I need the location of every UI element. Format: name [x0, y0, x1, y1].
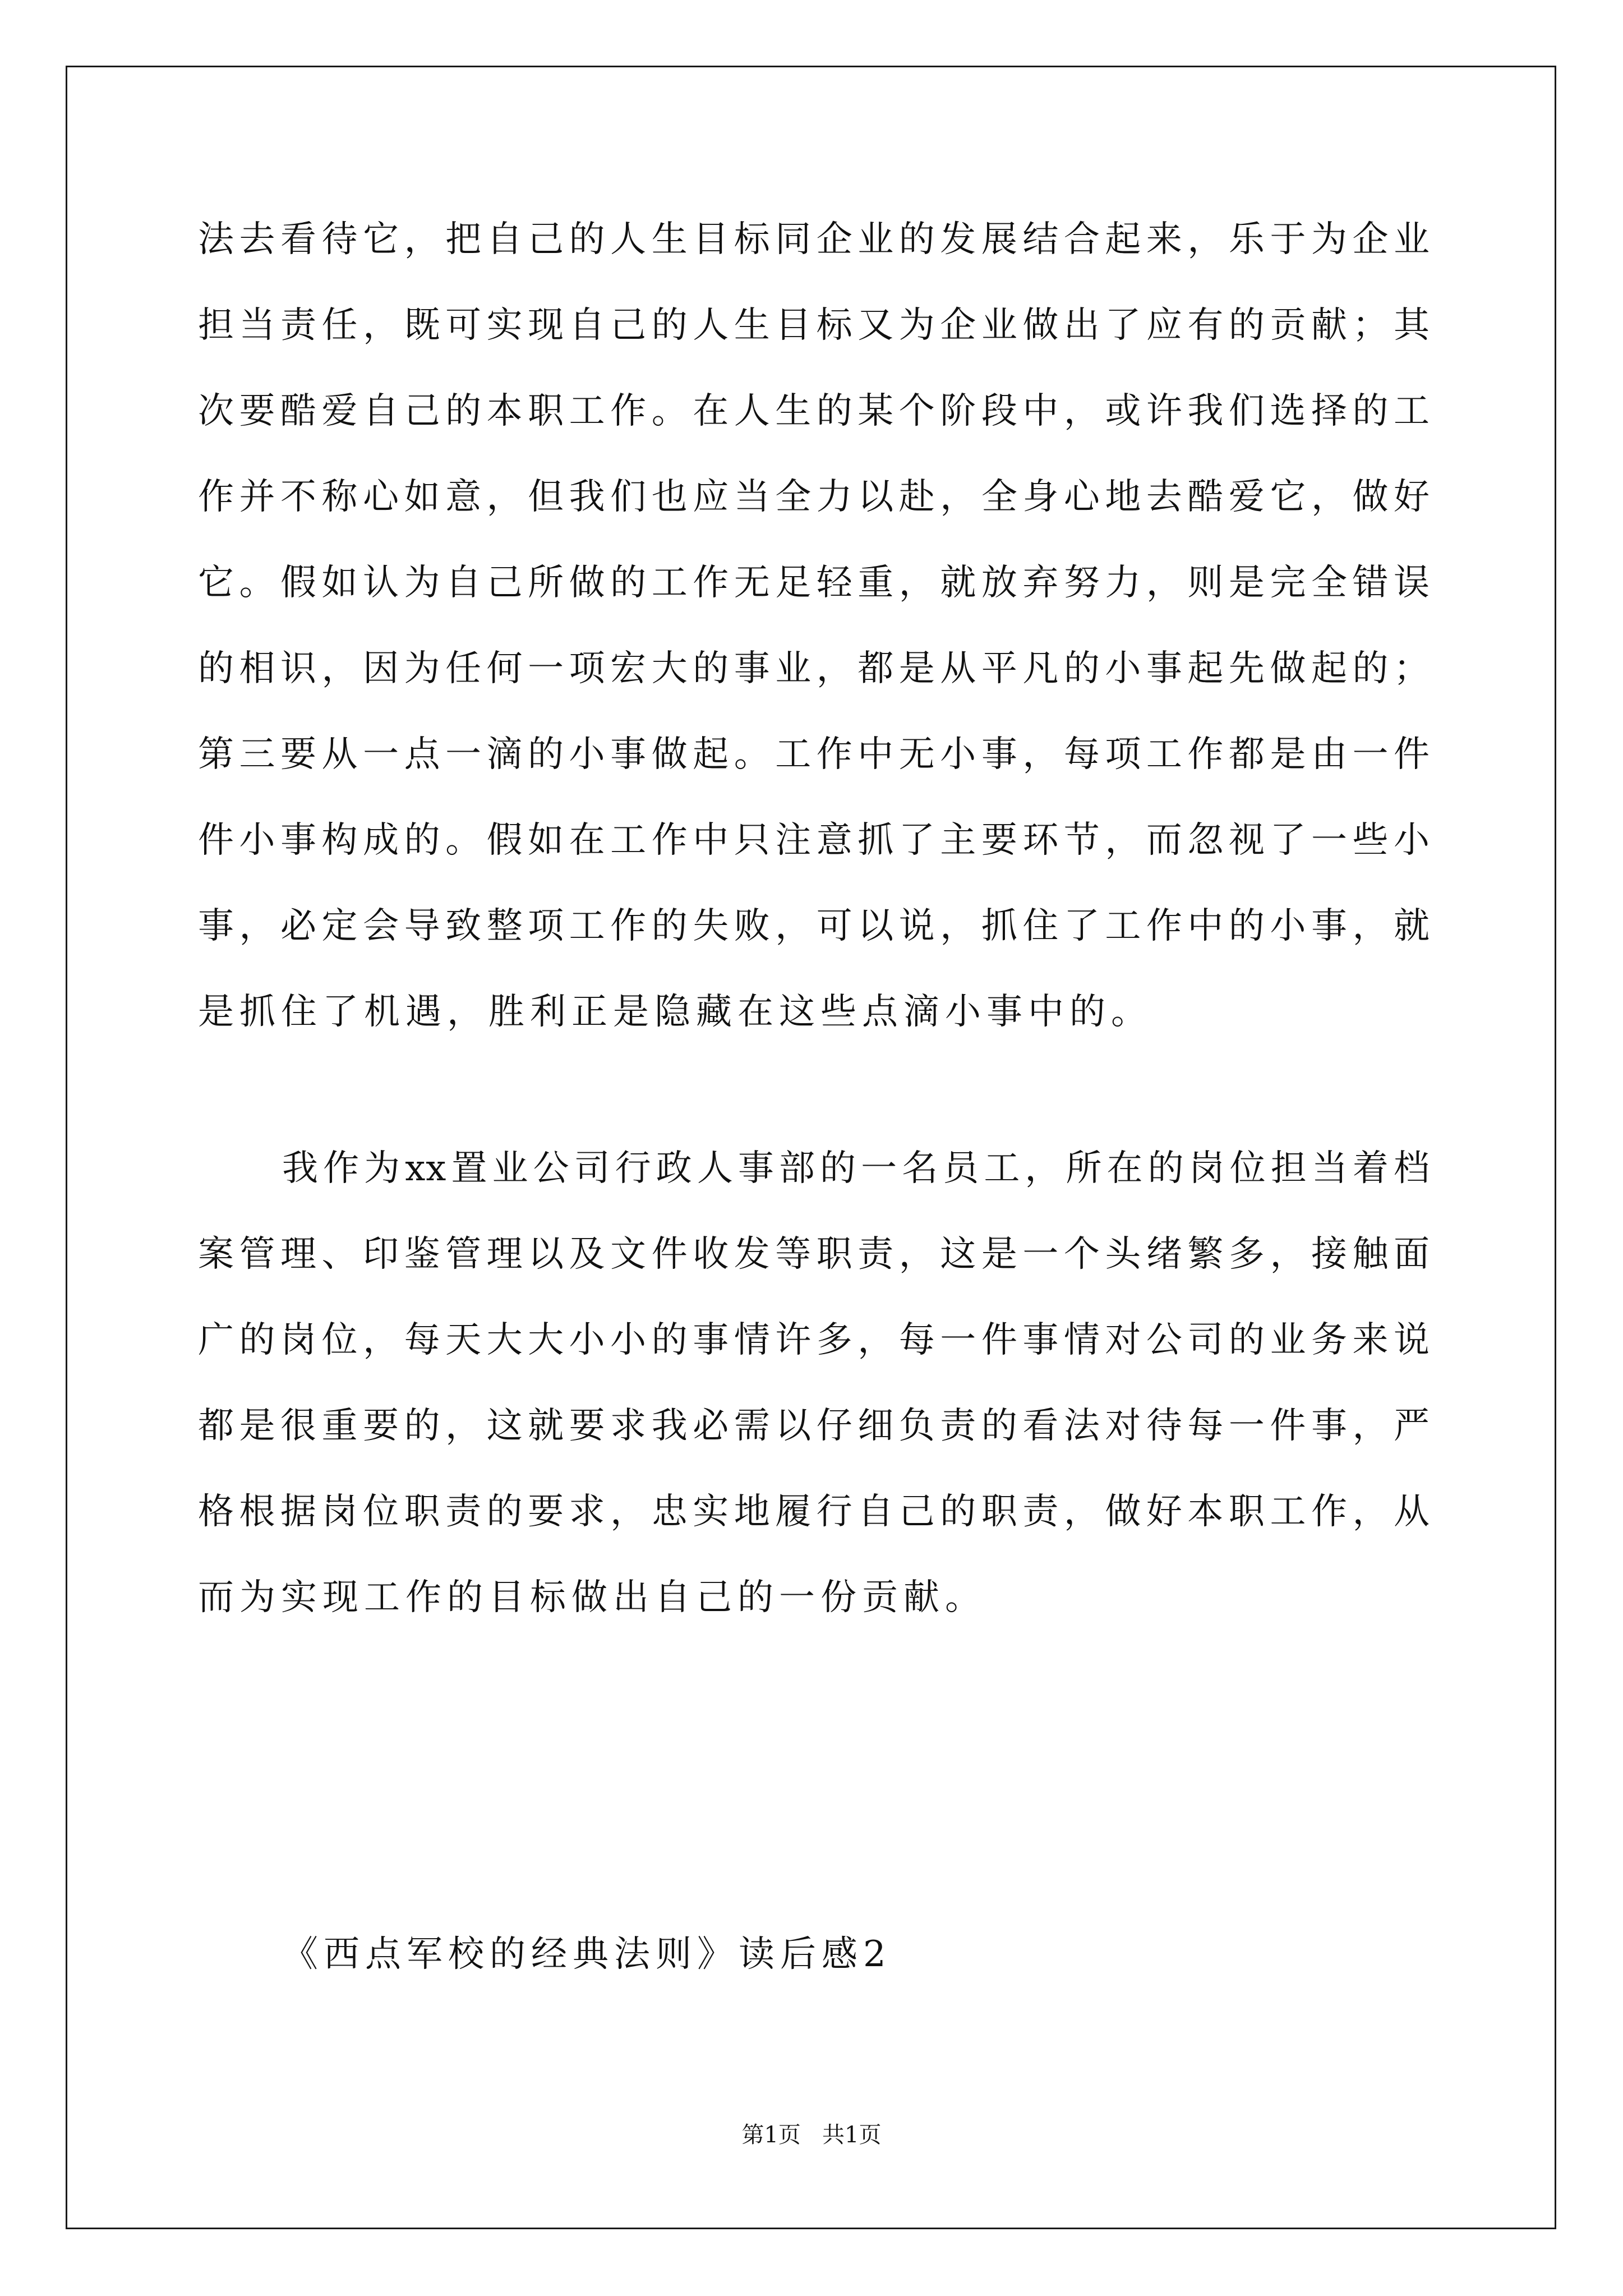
paragraph-2-line: 都是很重要的，这就要求我必需以仔细负责的看法对待每一件事，严: [198, 1405, 1430, 1447]
paragraph-1-line: 担当责任，既可实现自己的人生目标又为企业做出了应有的贡献；其: [198, 305, 1430, 346]
paragraph-2-line: 而为实现工作的目标做出自己的一份贡献。: [198, 1577, 986, 1618]
paragraph-1-line: 第三要从一点一滴的小事做起。工作中无小事，每项工作都是由一件: [198, 734, 1430, 775]
paragraph-2-line: 广的岗位，每天大大小小的事情许多，每一件事情对公司的业务来说: [198, 1319, 1430, 1361]
paragraph-1-line: 它。假如认为自己所做的工作无足轻重，就放弃努力，则是完全错误: [198, 562, 1430, 604]
paragraph-2-line: 格根据岗位职责的要求，忠实地履行自己的职责，做好本职工作，从: [198, 1491, 1430, 1533]
paragraph-1-line: 的相识，因为任何一项宏大的事业，都是从平凡的小事起先做起的；: [198, 648, 1430, 689]
paragraph-2-line: 案管理、印鉴管理以及文件收发等职责，这是一个头绪繁多，接触面: [198, 1234, 1430, 1275]
paragraph-1-line: 是抓住了机遇，胜利正是隐藏在这些点滴小事中的。: [198, 991, 1152, 1033]
paragraph-1-line: 次要酷爱自己的本职工作。在人生的某个阶段中，或许我们选择的工: [198, 390, 1430, 432]
paragraph-2-line: 我作为xx置业公司行政人事部的一名员工，所在的岗位担当着档: [282, 1148, 1430, 1189]
paragraph-1-line: 事，必定会导致整项工作的失败，可以说，抓住了工作中的小事，就: [198, 905, 1430, 947]
paragraph-1-line: 作并不称心如意，但我们也应当全力以赴，全身心地去酷爱它，做好: [198, 476, 1430, 518]
section-heading: 《西点军校的经典法则》读后感2: [282, 1934, 892, 1975]
paragraph-1-line: 法去看待它，把自己的人生目标同企业的发展结合起来，乐于为企业: [198, 219, 1430, 260]
page-number-footer: 第1页 共1页: [741, 2122, 882, 2148]
paragraph-1-line: 件小事构成的。假如在工作中只注意抓了主要环节，而忽视了一些小: [198, 820, 1430, 861]
